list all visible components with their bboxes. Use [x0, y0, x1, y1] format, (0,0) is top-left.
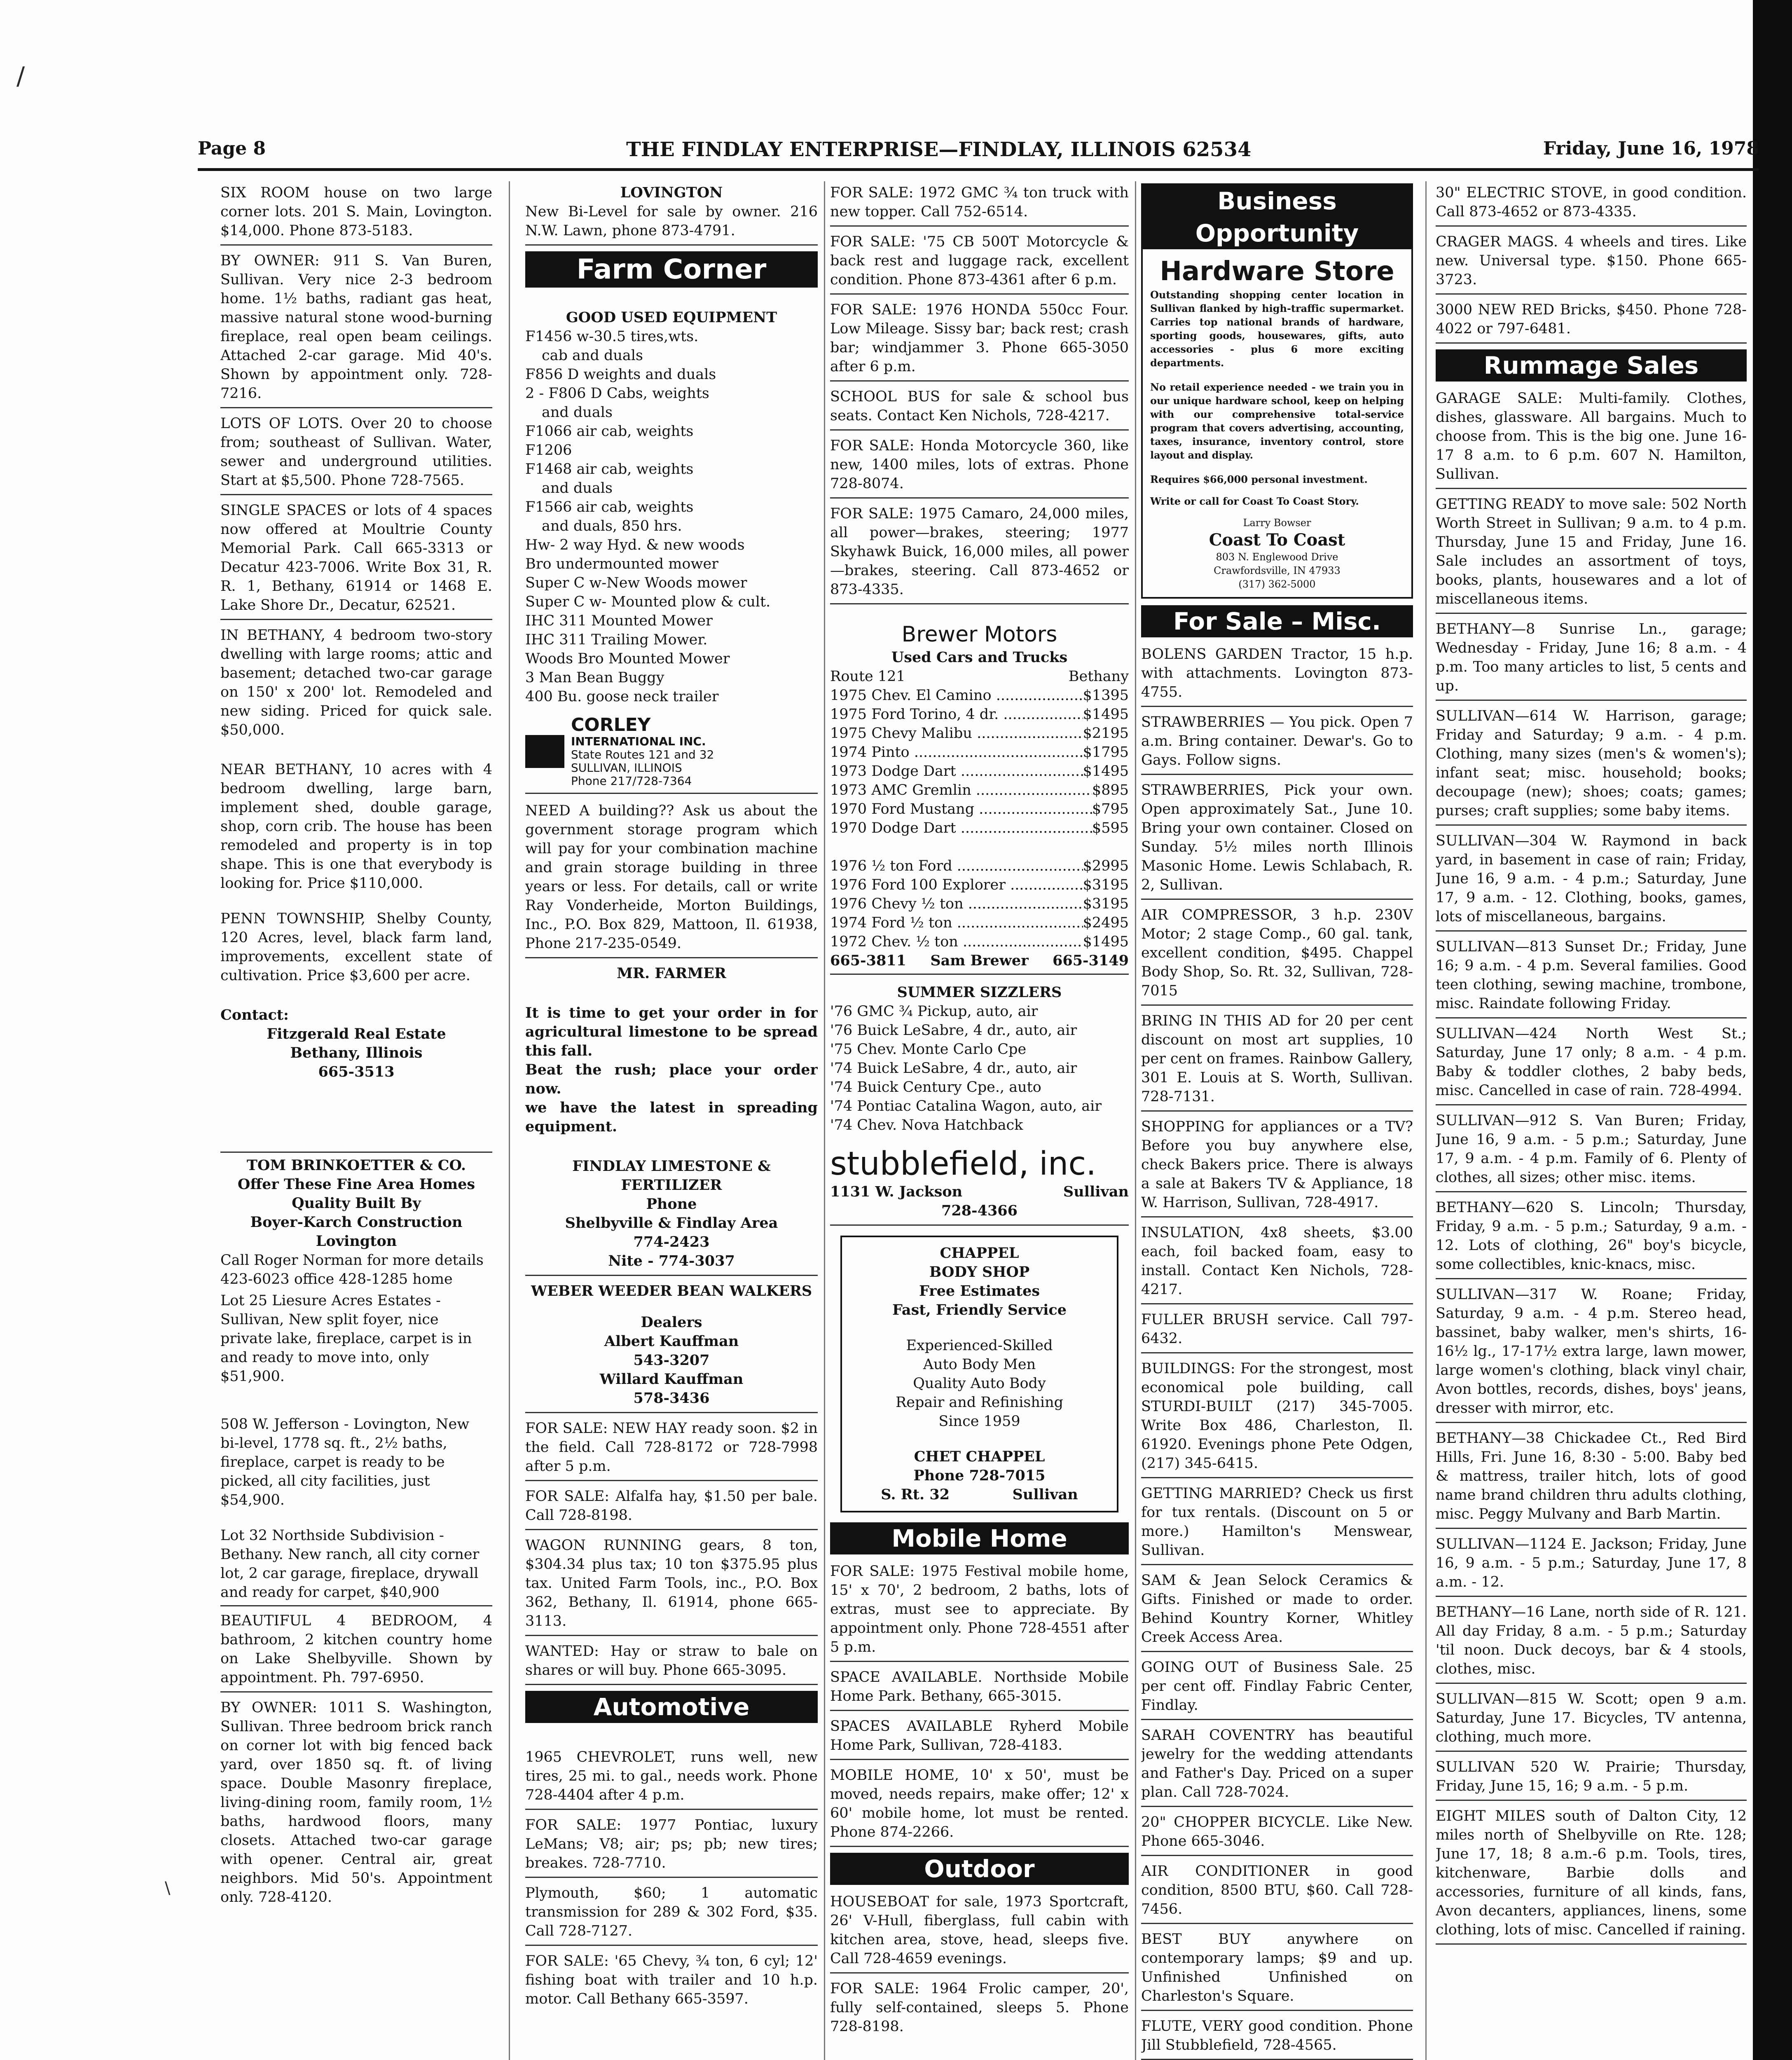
ad-tagline: Quality Built By [292, 1195, 421, 1212]
brinkoetter-ad [220, 1152, 492, 1606]
rummage-ad: GETTING READY to move sale: 502 North Worth Street in Sullivan; 9 a.m. to 4 p.m. Thursday, June 15 and Friday, June 16. Sale includes an assortment of toys, books, plants, housewares and a lot of miscellaneous items. [1436, 495, 1747, 614]
classified-ad: GOING OUT of Business Sale. 25 per cent off. Findlay Fabric Center, Findlay. [1141, 1658, 1413, 1720]
classified-ad [525, 183, 818, 246]
classified-ad: WAGON RUNNING gears, 8 ton, $304.34 plus tax; 10 ton $375.95 plus tax. United Farm Tools, inc., P.O. Box 362, Bethany, Il. 61914, phone 665-3113. [525, 1536, 818, 1636]
vehicle-name: 1970 Dodge Dart ..... [830, 819, 1092, 838]
masthead: THE FINDLAY ENTERPRISE—FINDLAY, ILLINOIS 62534 [626, 138, 1252, 161]
ad-text: we have the latest in spreading equipment. [525, 1099, 818, 1135]
dealer-town: SULLIVAN, ILLINOIS [571, 761, 682, 775]
equipment-line: IHC 311 Mounted Mower [525, 613, 713, 629]
ad-title: BODY SHOP [929, 1264, 1030, 1280]
classified-ad: CRAGER MAGS. 4 wheels and tires. Like new. Universal type. $150. Phone 665-3723. [1436, 232, 1747, 295]
vehicle-price: $1495 [1083, 706, 1129, 723]
equipment-line: IHC 311 Trailing Mower. [525, 632, 708, 648]
ad-phones: 423-6023 office 428-1285 home [220, 1271, 453, 1288]
classified-ad: AIR CONDITIONER in good condition, 8500 BTU, $60. Call 728-7456. [1141, 1862, 1413, 1924]
equipment-list [525, 327, 818, 706]
price-row [830, 932, 1129, 951]
ih-logo-icon [525, 735, 564, 768]
company: Coast To Coast [1209, 530, 1345, 550]
price-row [830, 894, 1129, 913]
column-divider [1425, 181, 1427, 2060]
vehicle-price: $795 [1092, 801, 1129, 817]
classified-ad: 20" CHOPPER BICYCLE. Like New. Phone 665-3046. [1141, 1813, 1413, 1856]
equipment-line: 3 Man Bean Buggy [525, 670, 664, 686]
farm-corner-heading: Farm Corner [525, 251, 818, 288]
rummage-ad: SULLIVAN—304 W. Raymond in back yard, in basement in case of rain; Friday, June 16, 9 a.m. - 4 p.m.; Saturday, June 17, 9 a.m. - 12. Clothing, books, games, lots of miscellaneous, bargains. [1436, 831, 1747, 932]
ad-line: Since 1959 [938, 1413, 1020, 1430]
business-heading: Business Opportunity [1143, 185, 1411, 249]
price-row [830, 686, 1129, 705]
dealer-phone: 543-3207 [633, 1352, 710, 1369]
vehicle-item: '74 Pontiac Catalina Wagon, auto, air [830, 1098, 1102, 1114]
owner: CHET CHAPPEL [914, 1448, 1045, 1465]
chappel-body-shop-ad [840, 1236, 1118, 1512]
ad-town: Lovington [316, 1233, 397, 1250]
stubblefield-logo: stubblefield, inc. [830, 1145, 1097, 1182]
rummage-ad: GARAGE SALE: Multi-family. Clothes, dishes, glassware. All bargains. Much to choose from. This is the big one. June 16-17 8 a.m. to 6 p.m. 607 N. Hamilton, Sullivan. [1436, 389, 1747, 489]
phone: 665-3149 [1053, 952, 1129, 969]
agency-town: Bethany, Illinois [290, 1044, 423, 1061]
hardware-body [1143, 249, 1411, 597]
scan-edge [1753, 0, 1792, 2060]
price-row [830, 800, 1129, 819]
classified-ad: SPACES AVAILABLE Ryherd Mobile Home Park, Sullivan, 728-4183. [830, 1717, 1129, 1760]
price-row [830, 781, 1129, 800]
classified-ad: FOR SALE: NEW HAY ready soon. $2 in the field. Call 728-8172 or 728-7998 after 5 p.m. [525, 1419, 818, 1481]
business-opportunity-ad [1141, 183, 1413, 599]
rummage-ad: SULLIVAN—813 Sunset Dr.; Friday, June 16; 9 a.m. - 4 p.m. Several families. Good teen clothing, sewing machine, trombone, misc. Raindate following Friday. [1436, 937, 1747, 1018]
vehicle-price: $1795 [1083, 744, 1129, 761]
page-header [198, 138, 1759, 167]
ad-title: TOM BRINKOETTER & CO. [246, 1157, 466, 1174]
vehicle-price: $3195 [1083, 877, 1129, 893]
rummage-ad: SULLIVAN—614 W. Harrison, garage; Friday and Saturday; 9 a.m. - 4 p.m. Clothing, many sizes (men's & women's); infant seat; misc. household; books; decoupage (new); shoes; coats; games; purses; craft supplies; some baby items. [1436, 707, 1747, 826]
classified-ad: FOR SALE: '75 CB 500T Motorcycle & back rest and luggage rack, excellent condition. Phone 873-4361 after 6 p.m. [830, 232, 1129, 295]
price-row [830, 724, 1129, 743]
vehicle-price: $2495 [1083, 915, 1129, 931]
rummage-ad: BETHANY—8 Sunrise Ln., garage; Wednesday - Friday, June 16; 8 a.m. - 4 p.m. Too many articles to list, 5 cents and up. [1436, 620, 1747, 701]
contact-name: Larry Bowser [1243, 517, 1311, 529]
classified-ad: FOR SALE: Honda Motorcycle 360, like new, 1400 miles, lots of extras. Phone 728-8074. [830, 436, 1129, 499]
rummage-ad: SULLIVAN—317 W. Roane; Friday, Saturday, 9 a.m. - 4 p.m. Stereo head, bassinet, baby walker, men's shirts, 16-16½ lg., 17-17½ extra large, lawn mower, large women's clothing, black vinyl chair, Avon bottles, records, dishes, boys' jeans, dresser with mirror, etc. [1436, 1285, 1747, 1423]
vehicle-price: $895 [1092, 782, 1129, 798]
address: 1131 W. Jackson [830, 1183, 963, 1200]
automotive-heading: Automotive [525, 1691, 818, 1723]
dealer-phone: Phone 217/728-7364 [571, 774, 692, 788]
dealer-block [525, 715, 818, 794]
ad-line: Fast, Friendly Service [892, 1302, 1067, 1318]
for-sale-heading: For Sale – Misc. [1141, 605, 1413, 637]
ad-location [830, 667, 1129, 686]
equipment-line: F1456 w-30.5 tires,wts. [525, 328, 699, 345]
classified-ad: BY OWNER: 1011 S. Washington, Sullivan. Three bedroom brick ranch on corner lot with big fenced back yard, over 1850 sq. ft. of living space. Double Masonry fireplace, living-dining room, family room, 1½ baths, hardwood floors, many closets. Attached two-car garage with opener. Central air, great neighbors. Mid 50's. Appointment only. 728-4120. [220, 1700, 492, 1906]
agency-phone: 665-3513 [318, 1063, 395, 1080]
hardware-title: Hardware Store [1160, 256, 1394, 287]
equipment-line: Super C w- Mounted plow & cult. [525, 594, 771, 610]
classified-ad: Plymouth, $60; 1 automatic transmission for 289 & 302 Ford, $35. Call 728-7127. [525, 1884, 818, 1946]
classified-ad: AIR COMPRESSOR, 3 h.p. 230V Motor; 2 stage Comp., 60 gal. tank, excellent condition, $495. Chappel Body Shop, So. Rt. 32, Sullivan, 728-7015 [1141, 906, 1413, 1006]
ad-address [830, 1182, 1129, 1201]
truck-list [830, 857, 1129, 951]
price-row [830, 913, 1129, 932]
vehicle-name: 1976 Chevy ½ ton ..... [830, 894, 1083, 913]
listing: Lot 25 Liesure Acres Estates - Sullivan, New split foyer, nice private lake, fireplace, carpet is in and ready to move into, only $51,900. [220, 1292, 472, 1385]
ad-line: Experienced-Skilled [906, 1337, 1053, 1354]
classified-ad: BUILDINGS: For the strongest, most economical pole building, call STURDI-BUILT (217) 345-7005. Write Box 486, Charleston, Il. 61920. Evenings phone Pete Odgen, (217) 345-6415. [1141, 1359, 1413, 1478]
classified-ad: PENN TOWNSHIP, Shelby County, 120 Acres, level, black farm land, improvements, excellent state of cultivation. Price $3,600 per acre. [220, 911, 492, 984]
price-row [830, 705, 1129, 724]
ad-line: Quality Auto Body [913, 1375, 1046, 1392]
dealer-name: Albert Kauffman [604, 1333, 739, 1350]
equipment-line: Bro undermounted mower [525, 556, 718, 572]
equipment-line: 2 - F806 D Cabs, weights [525, 385, 709, 402]
column-divider [509, 181, 510, 2060]
equipment-line: Super C w-New Woods mower [525, 575, 747, 591]
equipment-line: 400 Bu. goose neck trailer [525, 688, 719, 705]
contact-label: Contact: [220, 1007, 289, 1023]
page-number: Page 8 [198, 138, 266, 159]
vehicle-price: $1395 [1083, 687, 1129, 704]
classified-ad: SAM & Jean Selock Ceramics & Gifts. Finished or made to order. Behind Kountry Korner, Whitley Creek Access Area. [1141, 1571, 1413, 1652]
ad-location [849, 1485, 1109, 1504]
rummage-ad: EIGHT MILES south of Dalton City, 12 miles north of Shelbyville on Rte. 128; June 17, 18; 8 a.m.-6 p.m. Tools, tires, kitchenware, Barbie dolls and accessories, furniture of all kinds, fans, Avon decanters, appliances, linens, some clothing, lots of misc. Cancelled if raining. [1436, 1807, 1747, 1945]
column-vehicles [830, 183, 1129, 2060]
ad-contact [830, 951, 1129, 970]
phone: (317) 362-5000 [1238, 578, 1316, 590]
corner-mark: / [16, 62, 25, 91]
price-row [830, 762, 1129, 781]
misc-ads [1141, 645, 1413, 2060]
area: Shelbyville & Findlay Area [565, 1215, 778, 1231]
ad-title: LOVINGTON [620, 184, 723, 201]
vehicle-name: 1976 ½ ton Ford ..... [830, 857, 1083, 876]
ad-line: Repair and Refinishing [895, 1394, 1064, 1411]
price-row [830, 857, 1129, 876]
vehicle-price: $2195 [1083, 725, 1129, 742]
classified-ad: FOR SALE: 1964 Frolic camper, 20', fully self-contained, sleeps 5. Phone 728-8198. [830, 1980, 1129, 2035]
classified-ad: HOUSEBOAT for sale, 1973 Sportcraft, 26' V-Hull, fiberglass, full cabin with kitchen area, stove, head, sleeps five. Call 728-4659 evenings. [830, 1892, 1129, 1973]
equipment-line: and duals [542, 480, 613, 496]
listing: Lot 32 Northside Subdivision - Bethany. New ranch, all city corner lot, 2 car garage, fireplace, drywall and ready for carpet, $40,900 [220, 1526, 492, 1606]
sizzlers-list [830, 1002, 1129, 1135]
ad-tagline: Offer These Fine Area Homes [237, 1176, 475, 1193]
farmer-ad [525, 964, 818, 1276]
classified-ad: MOBILE HOME, 10' x 50', must be moved, needs repairs, make offer; 12' x 60' mobile home, lot must be rented. Phone 874-2266. [830, 1766, 1129, 1847]
phone: 728-4366 [941, 1202, 1018, 1219]
ad-title: SUMMER SIZZLERS [897, 984, 1062, 1001]
classified-ad: FOR SALE: 1977 Pontiac, luxury LeMans; V8; air; ps; pb; new tires; breakes. 728-7710. [525, 1816, 818, 1878]
equipment-line: Woods Bro Mounted Mower [525, 651, 730, 667]
column-farm [525, 183, 818, 2060]
car-list [830, 686, 1129, 838]
equipment-line: and duals [542, 404, 613, 421]
classified-ad: FLUTE, VERY good condition. Phone Jill Stubblefield, 728-4565. [1141, 2017, 1413, 2060]
vehicle-item: '74 Buick LeSabre, 4 dr., auto, air [830, 1060, 1077, 1077]
ad-line: Free Estimates [919, 1283, 1040, 1299]
vehicle-item: '74 Chev. Nova Hatchback [830, 1117, 1023, 1133]
mobile-home-heading: Mobile Home [830, 1522, 1129, 1554]
classified-ad: SCHOOL BUS for sale & school bus seats. Contact Ken Nichols, 728-4217. [830, 387, 1129, 431]
equipment-line: cab and duals [542, 347, 643, 364]
company-name: FINDLAY LIMESTONE & FERTILIZER [572, 1158, 771, 1194]
ad-text: It is time to get your order in for agricultural limestone to be spread this fall. [525, 1004, 818, 1059]
column-misc [1141, 183, 1413, 2060]
phone-label: Phone [646, 1196, 697, 1213]
rummage-ad: SULLIVAN—424 North West St.; Saturday, June 17 only; 8 a.m. - 4 p.m. Baby & toddler clothes, 2 baby beds, misc. Cancelled in case of rain. 728-4994. [1436, 1024, 1747, 1105]
rummage-ad: SULLIVAN—815 W. Scott; open 9 a.m. Saturday, June 17. Bicycles, TV antenna, clothing, much more. [1436, 1690, 1747, 1752]
ad-text: Outstanding shopping center location in Sullivan flanked by high-traffic supermarket. Carries top national brands of hardware, sporting goods, housewares, gifts, auto accessories - plus 6 more exciting departments. [1150, 289, 1404, 369]
ad-text: No retail experience needed - we train you in our unique hardware school, keep on helping with our comprehensive total-service program that covers advertising, accounting, taxes, insurance, inventory control, store layout and display. [1150, 381, 1404, 461]
classified-ad: SPACE AVAILABLE. Northside Mobile Home Park. Bethany, 665-3015. [830, 1668, 1129, 1711]
ad-text: New Bi-Level for sale by owner. 216 N.W. Lawn, phone 873-4791. [525, 204, 818, 239]
vehicle-name: 1975 Ford Torino, 4 dr. ..... [830, 705, 1083, 724]
classified-ad: WANTED: Hay or straw to bale on shares or will buy. Phone 665-3095. [525, 1642, 818, 1685]
rummage-ad: SULLIVAN—912 S. Van Buren; Friday, June 16, 9 a.m. - 5 p.m.; Saturday, June 17, 9 a.m. - 4 p.m. Family of 6. Plenty of clothes, all sizes; other misc. items. [1436, 1111, 1747, 1192]
equipment-line: F1206 [525, 442, 572, 459]
rummage-heading: Rummage Sales [1436, 349, 1747, 382]
classified-ad: IN BETHANY, 4 bedroom two-story dwelling with large rooms; attic and basement; detached two-car garage on 150' x 200' lot. Remodeled and new siding. Priced for quick sale. $50,000. [220, 627, 492, 738]
classified-ad: BY OWNER: 911 S. Van Buren, Sullivan. Very nice 2-3 bedroom home. 1½ baths, radiant gas heat, massive natural stone wood-burning fireplace, real open beam ceilings. Attached 2-car garage. Mid 40's. Shown by appointment only. 728-7216. [220, 251, 492, 408]
classified-ad: SARAH COVENTRY has beautiful jewelry for the wedding attendants and Father's Day. Priced on a super plan. Call 728-7024. [1141, 1726, 1413, 1807]
route: Route 121 [830, 668, 905, 685]
classified-ad: FULLER BRUSH service. Call 797-6432. [1141, 1310, 1413, 1353]
equipment-ad [525, 308, 818, 794]
column-divider [1135, 181, 1136, 2060]
issue-date: Friday, June 16, 1978 [1543, 138, 1759, 159]
dealer-info [571, 715, 714, 788]
price-row [830, 876, 1129, 894]
vehicle-name: 1974 Ford ½ ton ..... [830, 913, 1083, 932]
classified-ad: 30" ELECTRIC STOVE, in good condition. Call 873-4652 or 873-4335. [1436, 183, 1747, 227]
town: Sullivan [1012, 1486, 1078, 1503]
vehicle-item: '74 Buick Century Cpe., auto [830, 1079, 1041, 1096]
margin-mark: \ [165, 1879, 171, 1898]
equipment-line: F1566 air cab, weights [525, 499, 694, 515]
dealer-phone: 578-3436 [633, 1390, 710, 1407]
classified-ad: BEST BUY anywhere on contemporary lamps; $9 and up. Unfinished Unfinished on Charleston's Square. [1141, 1930, 1413, 2011]
vehicle-item: '75 Chev. Monte Carlo Cpe [830, 1041, 1027, 1058]
price-row [830, 819, 1129, 838]
ad-title: CHAPPEL [940, 1245, 1019, 1262]
classified-ad: FOR SALE: Alfalfa hay, $1.50 per bale. Call 728-8198. [525, 1487, 818, 1530]
header-rule [198, 168, 1759, 171]
classified-ad: INSULATION, 4x8 sheets, $3.00 each, foil backed foam, easy to install. Contact Ken Nichols, 728-4217. [1141, 1223, 1413, 1304]
town: Sullivan [1063, 1183, 1129, 1200]
classified-ad: FOR SALE: '65 Chevy, ¾ ton, 6 cyl; 12' fishing boat with trailer and 10 h.p. motor. Call Bethany 665-3597. [525, 1953, 818, 2007]
phone: Phone 728-7015 [913, 1467, 1046, 1484]
classified-ad: FOR SALE: 1976 HONDA 550cc Four. Low Mileage. Sissy bar; back rest; crash bar; windjammer 3. Phone 665-3050 after 6 p.m. [830, 300, 1129, 382]
classified-ad: LOTS OF LOTS. Over 20 to choose from; southeast of Sullivan. Water, sewer and underground utilities. Start at $5,500. Phone 728-7565. [220, 414, 492, 495]
rummage-ad: SULLIVAN 520 W. Prairie; Thursday, Friday, June 15, 16; 9 a.m. - 5 p.m. [1436, 1758, 1747, 1801]
weeder-ad [525, 1282, 818, 1413]
classified-ad: 3000 NEW RED Bricks, $450. Phone 728-4022 or 797-6481. [1436, 300, 1747, 344]
vehicle-name: 1974 Pinto ..... [830, 743, 1083, 762]
rummage-ad: BETHANY—16 Lane, north side of R. 121. All day Friday, 8 a.m. - 5 p.m.; Saturday 'til noon. Duck decoys, bar & 4 stools, clothes, misc. [1436, 1603, 1747, 1684]
classified-ad: GETTING MARRIED? Check us first for tux rentals. (Discount on 5 or more.) Hamilton's Menswear, Sullivan. [1141, 1484, 1413, 1565]
classified-ad: NEED A building?? Ask us about the government storage program which will pay for your combination machine and grain storage building in three years or less. For details, call or write Ray Vonderheide, Morton Buildings, Inc., P.O. Box 829, Mattoon, Il. 61938, Phone 217-235-0549. [525, 801, 818, 958]
rummage-ad: SULLIVAN—1124 E. Jackson; Friday, June 16, 9 a.m. - 5 p.m.; Saturday, June 17, 8 a.m. - 12. [1436, 1535, 1747, 1597]
ad-subtitle: Used Cars and Trucks [891, 649, 1068, 666]
vehicle-name: 1975 Chevy Malibu ..... [830, 724, 1083, 743]
night-phone: Nite - 774-3037 [608, 1252, 735, 1269]
equipment-line: F1468 air cab, weights [525, 461, 694, 478]
equipment-line: and duals, 850 hrs. [542, 518, 682, 534]
outdoor-heading: Outdoor [830, 1853, 1129, 1885]
vehicle-name: 1970 Ford Mustang ..... [830, 800, 1092, 819]
vehicle-name: 1972 Chev. ½ ton ..... [830, 932, 1083, 951]
listing: 508 W. Jefferson - Lovington, New bi-level, 1778 sq. ft., 2½ baths, fireplace, carpet is ready to be picked, all city facilities, just $54,900. [220, 1416, 470, 1508]
vehicle-name: 1975 Chev. El Camino ..... [830, 686, 1083, 705]
classified-ad: BEAUTIFUL 4 BEDROOM, 4 bathroom, 2 kitchen country home on Lake Shelbyville. Shown by appointment. Ph. 797-6950. [220, 1611, 492, 1692]
ad-title: Brewer Motors [901, 622, 1057, 647]
column-real-estate [220, 183, 492, 2060]
vehicle-name: 1973 AMC Gremlin ..... [830, 781, 1092, 800]
classified-ad: FOR SALE: 1975 Festival mobile home, 15' x 70', 2 bedroom, 2 baths, lots of extras, must see to appreciate. By appointment only. Phone 728-4551 after 5 p.m. [830, 1562, 1129, 1662]
column-divider [824, 181, 825, 2060]
rummage-ad: BETHANY—38 Chickadee Ct., Red Bird Hills, Fri. June 16, 8:30 - 5:00. Baby bed & mattress, trailer hitch, lots of good name brand children thru adults clothing, misc. Peggy Mulvany and Barb Martin. [1436, 1429, 1747, 1529]
ad-call: Call Roger Norman for more details [220, 1252, 484, 1269]
classified-ad: BRING IN THIS AD for 20 per cent discount on most art supplies, 10 per cent on frames. Rainbow Gallery, 301 E. Louis at S. Worth, Sullivan. 728-7131. [1141, 1011, 1413, 1112]
ad-text: Beat the rush; place your order now. [525, 1061, 818, 1097]
price-row [830, 743, 1129, 762]
classified-ad: NEAR BETHANY, 10 acres with 4 bedroom dwelling, large barn, implement shed, double garage, shop, corn crib. The house has been remodeled and property is in top shape. This is one that everybody is looking for. Price $110,000. [220, 761, 492, 892]
classified-ad: FOR SALE: 1972 GMC ¾ ton truck with new topper. Call 752-6514. [830, 183, 1129, 227]
equipment-line: F1066 air cab, weights [525, 423, 694, 440]
dealer-name: Willard Kauffman [599, 1371, 744, 1388]
brewer-motors-ad [830, 621, 1129, 975]
vehicle-name: 1976 Ford 100 Explorer ..... [830, 876, 1083, 894]
dealer-name: CORLEY [571, 714, 651, 735]
phone-number: 774-2423 [633, 1234, 710, 1250]
classified-ad: SIX ROOM house on two large corner lots. 201 S. Main, Lovington. $14,000. Phone 873-5183. [220, 183, 492, 246]
classified-ad: STRAWBERRIES — You pick. Open 7 a.m. Bring container. Dewar's. Go to Gays. Follow signs. [1141, 713, 1413, 775]
vehicle-price: $2995 [1083, 858, 1129, 874]
vehicle-item: '76 GMC ¾ Pickup, auto, air [830, 1003, 1038, 1020]
vehicle-name: 1973 Dodge Dart ..... [830, 762, 1083, 781]
contact-block [220, 1006, 492, 1082]
classified-ad: SHOPPING for appliances or a TV? Before you buy anywhere else, check Bakers price. There is always a sale at Bakers TV & Appliance, 18 W. Harrison, Sullivan, 728-4917. [1141, 1117, 1413, 1217]
vehicle-item: '76 Buick LeSabre, 4 dr., auto, air [830, 1022, 1077, 1039]
vehicle-price: $595 [1092, 820, 1129, 836]
owner: Sam Brewer [930, 952, 1029, 969]
classified-ad: STRAWBERRIES, Pick your own. Open approximately Sat., June 10. Bring your own container. Closed on Sunday. 5½ miles north Illinois Masonic Home. Lewis Schlabach, R. 2, Sullivan. [1141, 781, 1413, 900]
ad-text: Requires $66,000 personal investment. [1150, 473, 1368, 485]
vehicle-price: $3195 [1083, 896, 1129, 912]
rummage-ad: BETHANY—620 S. Lincoln; Thursday, Friday, 9 a.m. - 5 p.m.; Saturday, 9 a.m. - 12. Lots of clothing, 26" boy's bicycle, some collectibles, knic-knacs, misc. [1436, 1198, 1747, 1279]
ad-text: Write or call for Coast To Coast Story. [1150, 495, 1359, 507]
sizzlers-ad [830, 983, 1129, 1226]
classified-ad: FOR SALE: 1975 Camaro, 24,000 miles, all power—brakes, steering; 1977 Skyhawk Buick, 16,000 miles, all power—brakes, steering. Call 873-4652 or 873-4335. [830, 504, 1129, 604]
agency-name: Fitzgerald Real Estate [267, 1025, 446, 1042]
ad-line: Auto Body Men [923, 1356, 1036, 1373]
rummage-ads [1436, 389, 1747, 1945]
vehicle-price: $1495 [1083, 763, 1129, 780]
city: Crawfordsville, IN 47933 [1214, 565, 1340, 576]
classified-ad: 1965 CHEVROLET, runs well, new tires, 25 mi. to gal., needs work. Phone 728-4404 after 4 p.m. [525, 1748, 818, 1810]
vehicle-price: $1495 [1083, 934, 1129, 950]
equipment-line: Hw- 2 way Hyd. & new woods [525, 537, 745, 553]
ad-title: WEBER WEEDER BEAN WALKERS [531, 1283, 812, 1299]
equipment-line: F856 D weights and duals [525, 366, 716, 383]
ad-title: GOOD USED EQUIPMENT [566, 309, 777, 326]
ad-title: MR. FARMER [617, 965, 726, 982]
dealer-address: State Routes 121 and 32 [571, 748, 714, 761]
town: Bethany [1068, 668, 1129, 685]
classified-ad: BOLENS GARDEN Tractor, 15 h.p. with attachments. Lovington 873-4755. [1141, 645, 1413, 707]
dealers-label: Dealers [641, 1314, 702, 1331]
dealer-name-2: INTERNATIONAL INC. [571, 735, 706, 748]
route: S. Rt. 32 [881, 1486, 950, 1503]
phone: 665-3811 [830, 952, 906, 969]
column-rummage [1436, 183, 1747, 2060]
classified-ad: SINGLE SPACES or lots of 4 spaces now offered at Moultrie County Memorial Park. Call 665-3313 or Decatur 423-7006. Write Box 31, R. R. 1, Bethany, 61914 or 1468 E. Lake Shore Dr., Decatur, 62521. [220, 501, 492, 620]
ad-builder: Boyer-Karch Construction [250, 1214, 463, 1231]
address: 803 N. Englewood Drive [1216, 551, 1338, 563]
